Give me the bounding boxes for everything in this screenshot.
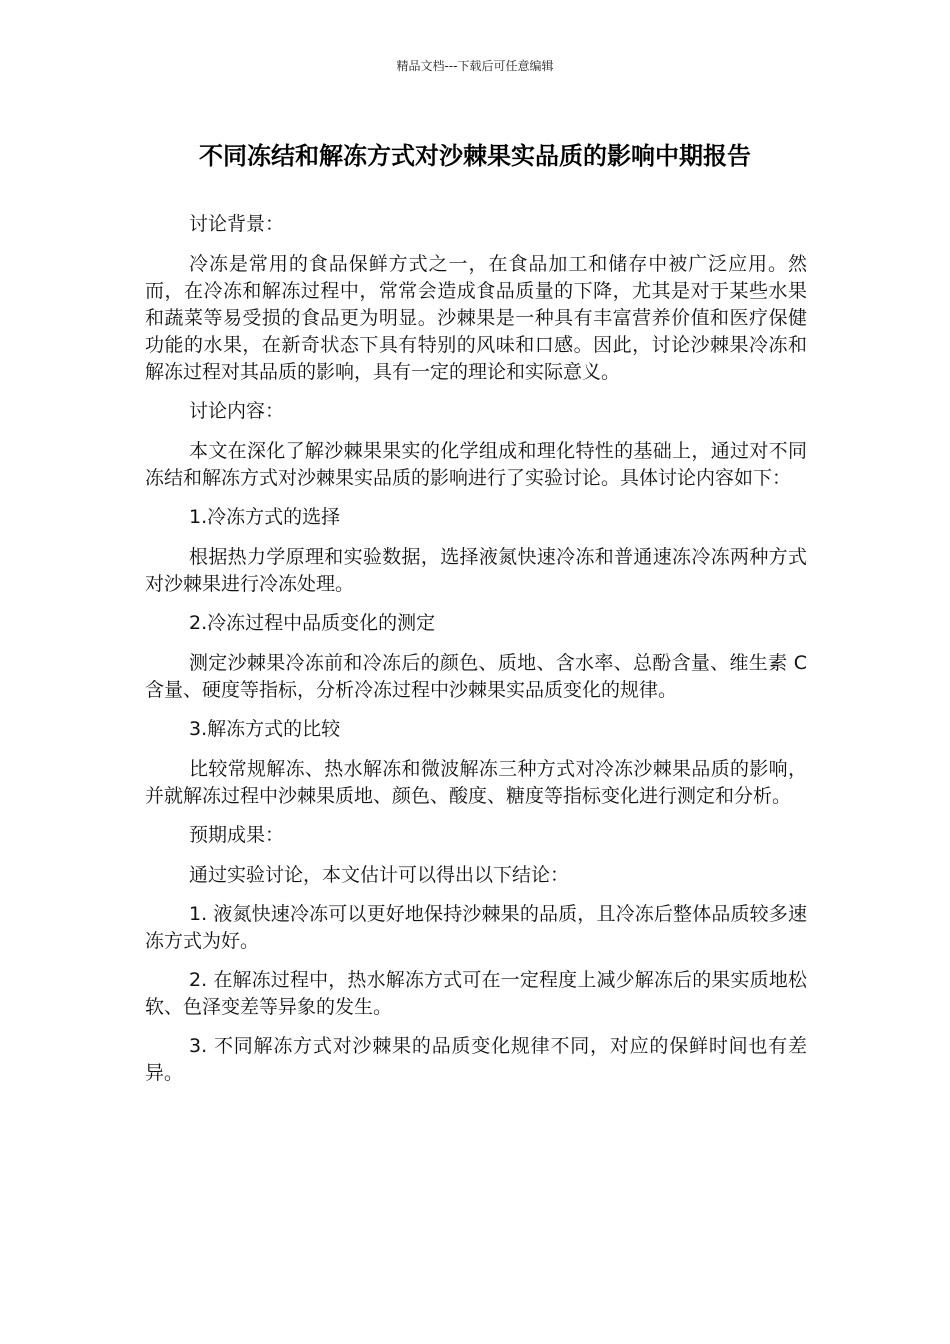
- item-heading-quality-measurement: 2.冷冻过程中品质变化的测定: [189, 612, 436, 634]
- paragraph-quality-measurement: 测定沙棘果冷冻前和冷冻后的颜色、质地、含水率、总酚含量、维生素 C 含量、硬度等指标，分析冷冻过程中沙棘果实品质变化的规律。: [145, 652, 807, 701]
- conclusion-item-1: 1. 液氮快速冷冻可以更好地保持沙棘果的品质，且冷冻后整体品质较多速冻方式为好。: [145, 903, 807, 952]
- conclusion-item-3: 3. 不同解冻方式对沙棘果的品质变化规律不同，对应的保鲜时间也有差异。: [145, 1035, 807, 1084]
- item-heading-freezing-method: 1.冷冻方式的选择: [189, 506, 341, 528]
- header-watermark: 精品文档---下载后可任意编辑: [396, 59, 554, 73]
- conclusion-item-2: 2. 在解冻过程中，热水解冻方式可在一定程度上减少解冻后的果实质地松软、色泽变差等异象的发生。: [145, 969, 807, 1018]
- section-heading-expected-results: 预期成果：: [189, 824, 285, 846]
- paragraph-background: 冷冻是常用的食品保鲜方式之一，在食品加工和储存中被广泛应用。然而，在冷冻和解冻过程中，常常会造成食品质量的下降，尤其是对于某些水果和蔬菜等易受损的食品更为明显。沙棘果是一种具有丰富营养价值和医疗保健功能的水果，在新奇状态下具有特别的风味和口感。因此，讨论沙棘果冷冻和解冻过程对其品质的影响，具有一定的理论和实际意义。: [145, 253, 807, 383]
- section-heading-content: 讨论内容：: [189, 400, 285, 422]
- paragraph-thawing-comparison: 比较常规解冻、热水解冻和微波解冻三种方式对冷冻沙棘果品质的影响，并就解冻过程中沙棘果质地、颜色、酸度、糖度等指标变化进行测定和分析。: [145, 758, 807, 807]
- paragraph-freezing-method: 根据热力学原理和实验数据，选择液氮快速冷冻和普通速冻冷冻两种方式对沙棘果进行冷冻处理。: [145, 546, 807, 595]
- document-body: [145, 211, 807, 1099]
- document-title: 不同冻结和解冻方式对沙棘果实品质的影响中期报告: [199, 142, 751, 170]
- paragraph-content-intro: 本文在深化了解沙棘果果实的化学组成和理化特性的基础上，通过对不同冻结和解冻方式对沙棘果实品质的影响进行了实验讨论。具体讨论内容如下：: [145, 440, 807, 489]
- item-heading-thawing-comparison: 3.解冻方式的比较: [189, 718, 341, 740]
- section-heading-background: 讨论背景：: [189, 213, 285, 235]
- paragraph-results-intro: 通过实验讨论，本文估计可以得出以下结论：: [189, 864, 570, 886]
